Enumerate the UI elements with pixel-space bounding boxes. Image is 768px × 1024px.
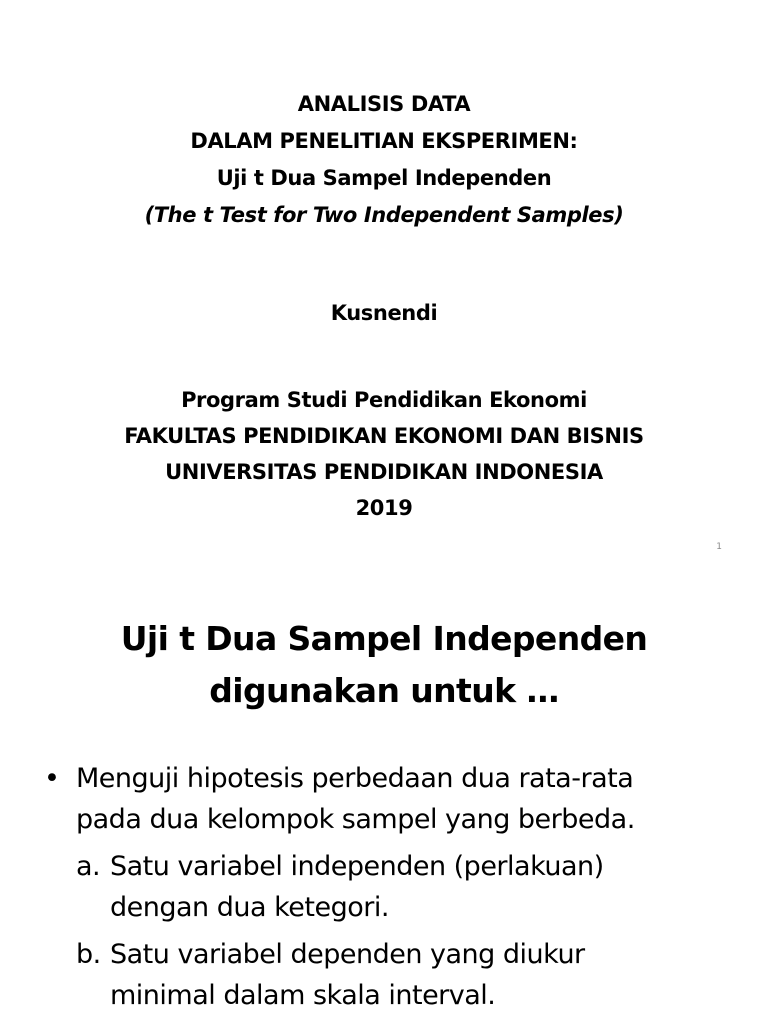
- sub-item-text: [110, 846, 744, 928]
- slide-2-title: [0, 613, 768, 717]
- affiliation: [0, 382, 768, 526]
- sub-list: [76, 846, 744, 1016]
- bullet-list: [44, 758, 744, 1022]
- sub-item-line: Satu variabel independen (perlakuan): [110, 851, 604, 882]
- list-item: [76, 934, 744, 1016]
- sub-item-line: Satu variabel dependen yang diukur: [110, 939, 585, 970]
- affiliation-program: Program Studi Pendidikan Ekonomi: [181, 388, 587, 412]
- bullet-icon: •: [44, 763, 60, 794]
- author-name: Kusnendi: [330, 301, 438, 325]
- sub-item-line: dengan dua ketegori.: [110, 892, 389, 923]
- list-item: [76, 846, 744, 928]
- sub-item-marker: b.: [76, 939, 101, 970]
- title-line-2: DALAM PENELITIAN EKSPERIMEN:: [190, 129, 578, 153]
- bullet-text: [76, 758, 744, 840]
- slide-2-title-line-1: Uji t Dua Sampel Independen: [120, 619, 648, 658]
- bullet-line: pada dua kelompok sampel yang berbeda.: [76, 804, 635, 835]
- slide-number: 1: [716, 542, 722, 552]
- slide-1-title: [0, 86, 768, 234]
- title-line-1: ANALISIS DATA: [297, 92, 471, 116]
- sub-item-line: minimal dalam skala interval.: [110, 980, 496, 1011]
- slide-2-title-line-2: digunakan untuk …: [209, 671, 559, 710]
- bullet-line: Menguji hipotesis perbedaan dua rata-rata: [76, 763, 634, 794]
- affiliation-university: UNIVERSITAS PENDIDIKAN INDONESIA: [165, 460, 603, 484]
- affiliation-year: 2019: [355, 496, 413, 520]
- slide-2: [0, 575, 768, 1024]
- affiliation-faculty: FAKULTAS PENDIDIKAN EKONOMI DAN BISNIS: [124, 424, 644, 448]
- list-item: [44, 758, 744, 840]
- title-line-3: Uji t Dua Sampel Independen: [216, 166, 552, 190]
- sub-item-text: [110, 934, 744, 1016]
- sub-item-marker: a.: [76, 851, 101, 882]
- title-english-subtitle: (The t Test for Two Independent Samples): [144, 203, 624, 227]
